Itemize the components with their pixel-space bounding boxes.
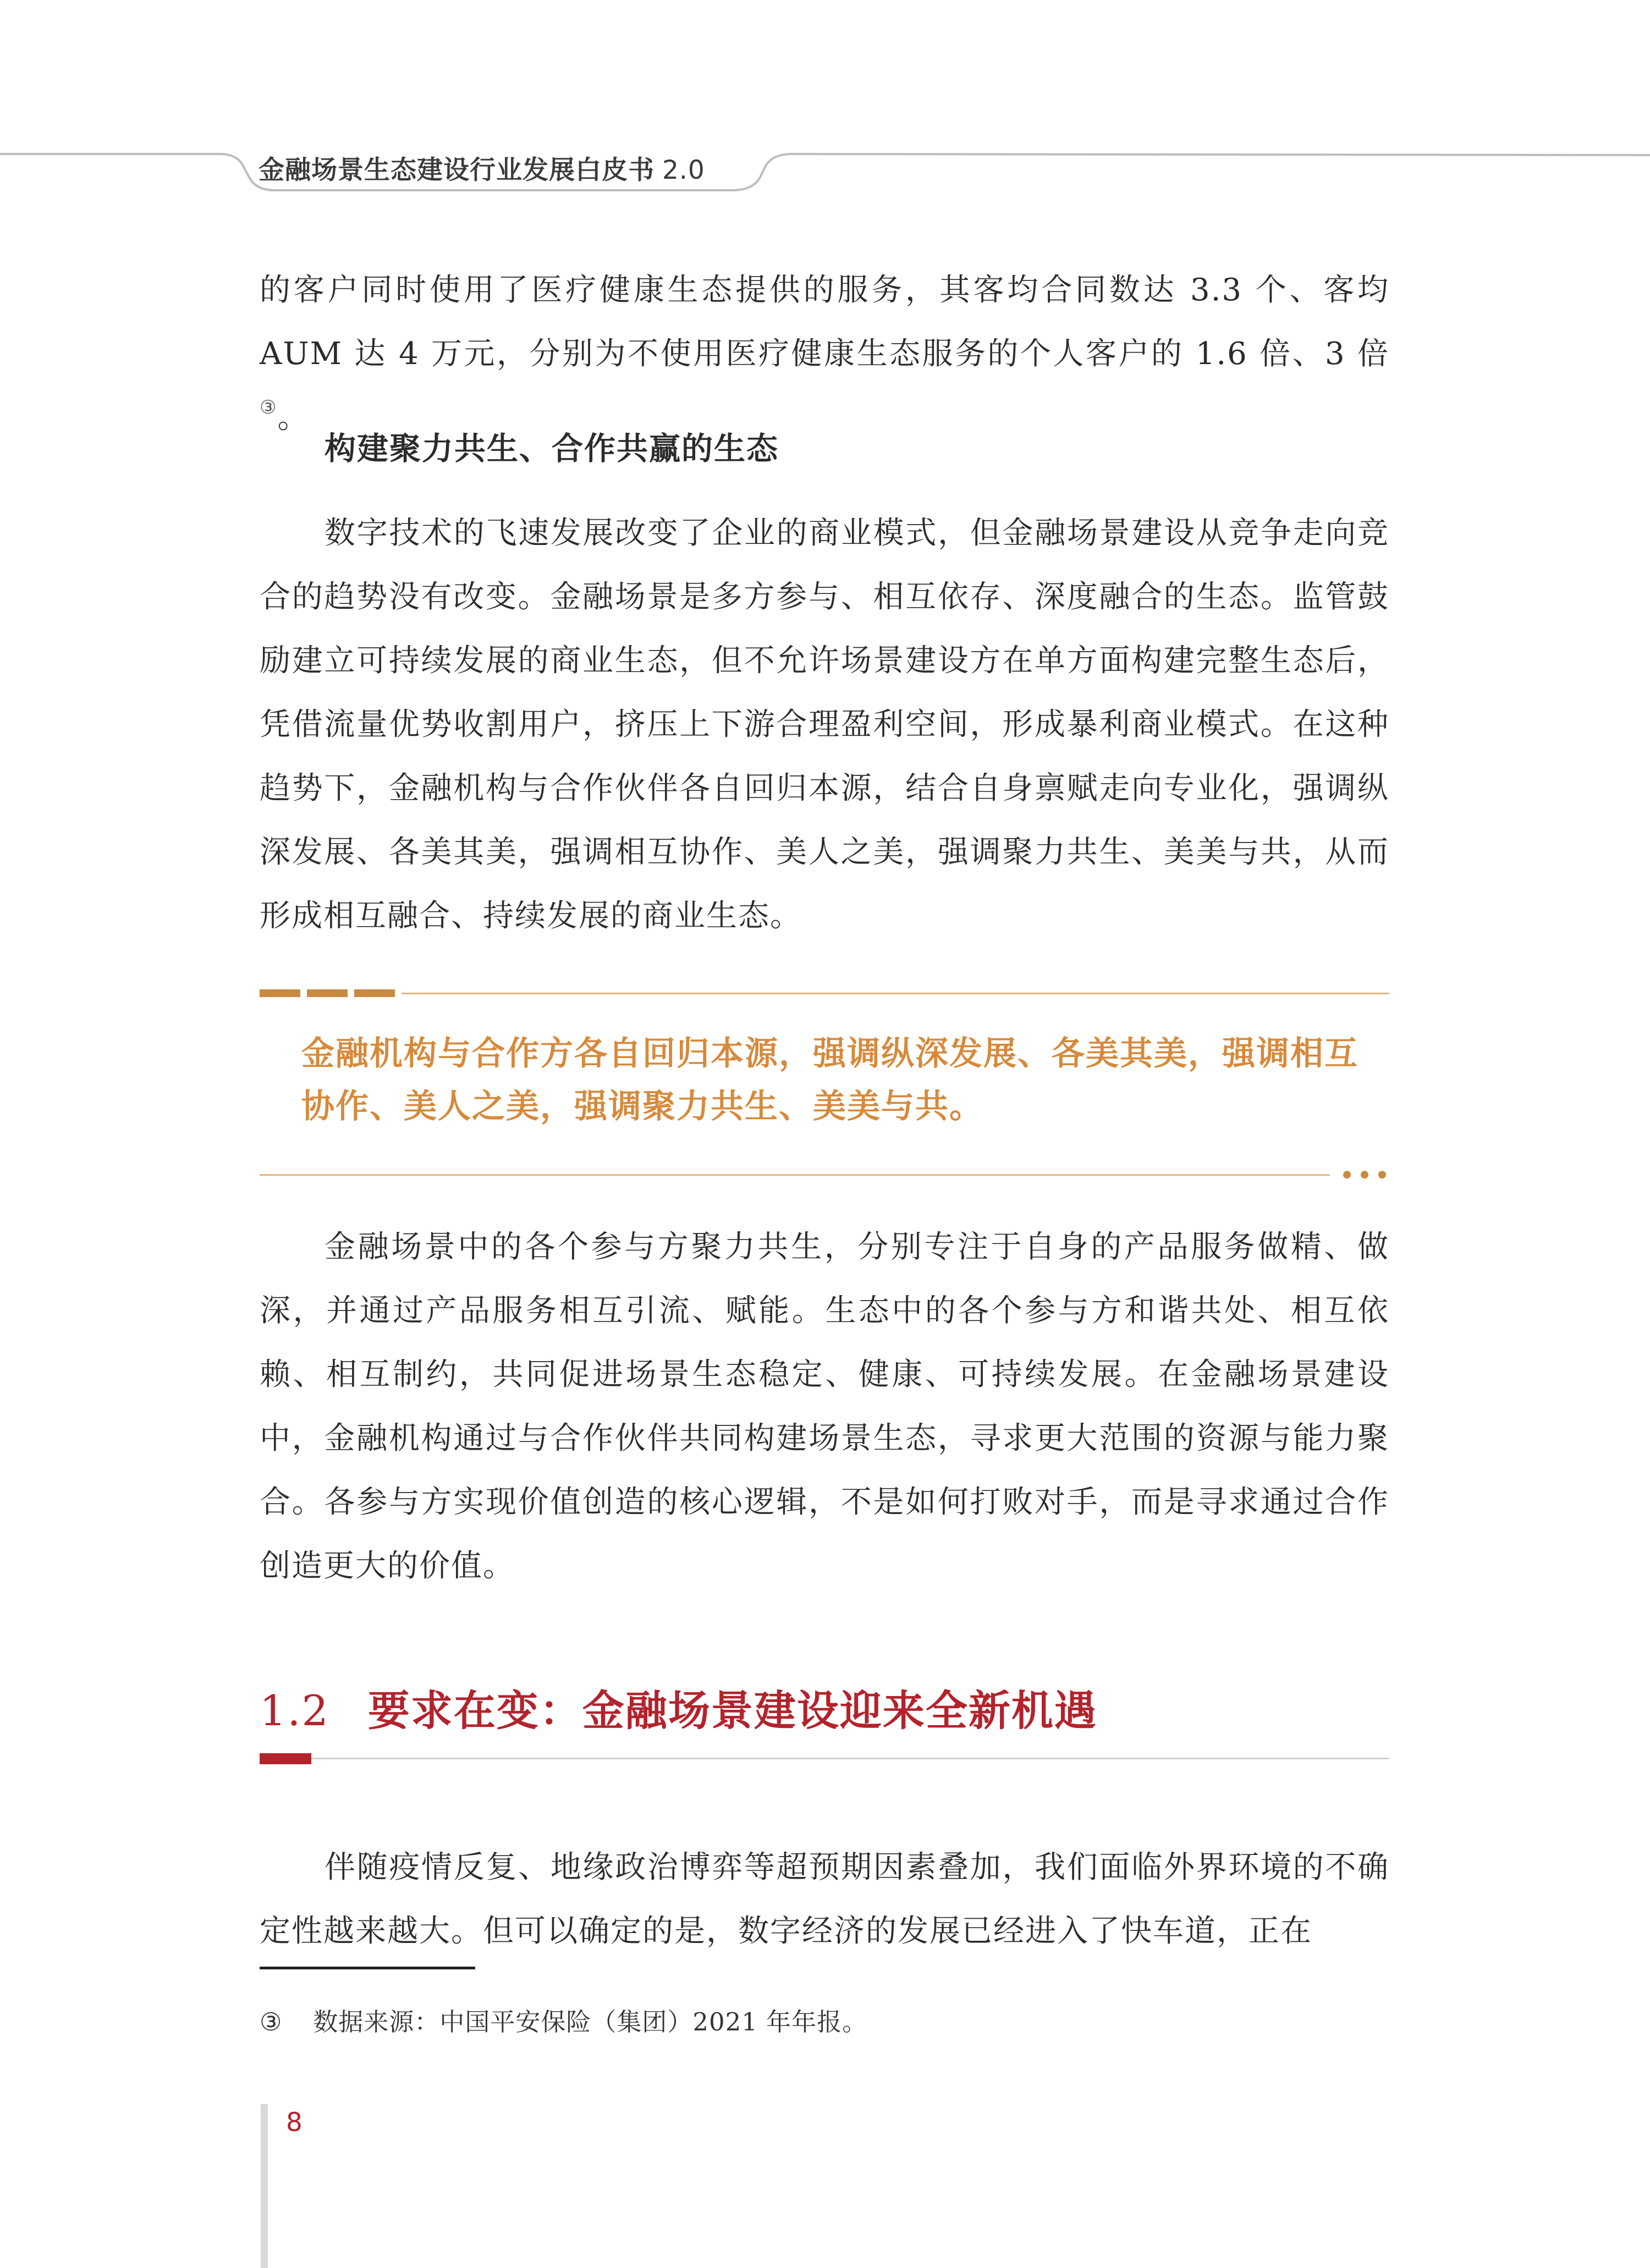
paragraph-2-text: 数字技术的飞速发展改变了企业的商业模式，但金融场景建设从竞争走向竞合的趋势没有改变。金融场景是多方参与、相互依存、深度融合的生态。监管鼓励建立可持续发展的商业生态，但不允许场景建设方在单方面构建完整生态后，凭借流量优势收割用户，挤压上下游合理盈利空间，形成暴利商业模式。在这种趋势下，金融机构与合作伙伴各自回归本源，结合自身禀赋走向专业化，强调纵深发展、各美其美，强调相互协作、美人之美，强调聚力共生、美美与共，从而形成相互融合、持续发展的商业生态。 [260,515,1389,934]
document-version: 2.0 [662,155,705,185]
page-number-bar [261,2104,268,2268]
section-number: 1.2 [260,1686,329,1735]
pullquote: 金融机构与合作方各自回归本源，强调纵深发展、各美其美，强调相互协作、美人之美，强调聚力共生、美美与共。 [301,1034,1358,1126]
footnote-mark: ③ [260,2007,283,2036]
section-title: 要求在变：金融场景建设迎来全新机遇 [367,1686,1097,1735]
page-number: 8 [286,2107,302,2138]
section-rule [260,1758,1389,1759]
paragraph-4 [260,1836,1389,1963]
subheading: 构建聚力共生、合作共赢的生态 [324,431,779,467]
header-title [258,150,705,186]
pullquote-bottom-rule [260,1169,1389,1180]
footnote-rule [260,1967,475,1969]
pullquote-top-rule [260,989,1389,997]
paragraph-1-text: 的客户同时使用了医疗健康生态提供的服务，其客均合同数达 3.3 个、客均 AUM 达 4 万元，分别为不使用医疗健康生态服务的个人客户的 1.6 倍、3 倍 [260,272,1389,372]
section-heading [260,1677,1097,1737]
footnote-reference[interactable]: ③ [260,397,278,419]
paragraph-3 [260,1215,1389,1598]
paragraph-4-text: 伴随疫情反复、地缘政治博弈等超预期因素叠加，我们面临外界环境的不确定性越来越大。但可以确定的是，数字经济的发展已经进入了快车道，正在 [260,1849,1389,1949]
header-rule [0,0,1650,220]
paragraph-1-end: 。 [277,400,310,436]
paragraph-2 [260,502,1389,948]
section-accent-bar [260,1753,311,1764]
paragraph-1 [260,258,1389,450]
document-title: 金融场景生态建设行业发展白皮书 [258,155,654,185]
footnote-text: 数据来源：中国平安保险（集团）2021 年年报。 [313,2007,868,2036]
footnote [260,2002,867,2038]
paragraph-3-text: 金融场景中的各个参与方聚力共生，分别专注于自身的产品服务做精、做深，并通过产品服务相互引流、赋能。生态中的各个参与方和谐共处、相互依赖、相互制约，共同促进场景生态稳定、健康、可持续发展。在金融场景建设中，金融机构通过与合作伙伴共同构建场景生态，寻求更大范围的资源与能力聚合。各参与方实现价值创造的核心逻辑，不是如何打败对手，而是寻求通过合作创造更大的价值。 [260,1229,1389,1584]
